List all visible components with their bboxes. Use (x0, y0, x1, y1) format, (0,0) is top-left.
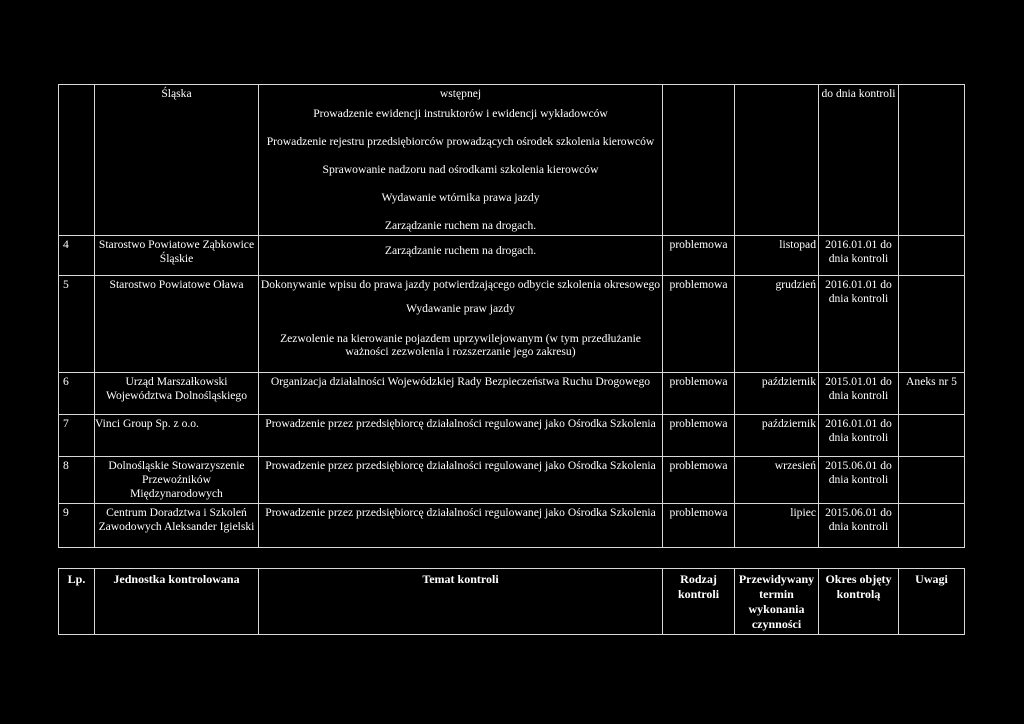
row-termin: grudzień (735, 276, 819, 373)
row-okres: 2016.01.01 do dnia kontroli (819, 276, 899, 373)
row-temat (259, 504, 663, 548)
table-row (59, 373, 965, 415)
header-uwagi: Uwagi (899, 569, 965, 635)
temat-item: Prowadzenie przez przedsiębiorcę działalności regulowanej jako Ośrodka Szkolenia (265, 417, 656, 430)
temat-item: Dokonywanie wpisu do prawa jazdy potwierdzającego odbycie szkolenia okresowego (260, 278, 661, 291)
row-temat (259, 236, 663, 276)
header-okres: Okres objęty kontrolą (819, 569, 899, 635)
row-okres: 2016.01.01 do dnia kontroli (819, 236, 899, 276)
temat-item: Zezwolenie na kierowanie pojazdem uprzywilejowanym (w tym przedłużanie ważności zezwolenia i rozszerzanie jego zakresu) (280, 332, 641, 358)
row-rodzaj: problemowa (663, 457, 735, 504)
row-uwagi (899, 236, 965, 276)
row-uwagi (899, 457, 965, 504)
row-termin: październik (735, 415, 819, 457)
row-uwagi (899, 85, 965, 236)
row-okres: 2016.01.01 do dnia kontroli (819, 415, 899, 457)
header-temat: Temat kontroli (259, 569, 663, 635)
table-header (58, 568, 965, 635)
header-row (59, 569, 965, 635)
row-lp-jednostka (59, 415, 95, 457)
row-termin: październik (735, 373, 819, 415)
row-rodzaj: problemowa (663, 236, 735, 276)
row-uwagi (899, 504, 965, 548)
table-row (59, 276, 965, 373)
temat-item: Organizacja działalności Wojewódzkiej Rady Bezpieczeństwa Ruchu Drogowego (270, 375, 651, 388)
row-okres: 2015.01.01 do dnia kontroli (819, 373, 899, 415)
row-temat (259, 85, 663, 236)
row-termin: listopad (735, 236, 819, 276)
temat-item: Zarządzanie ruchem na drogach. (384, 244, 537, 257)
temat-item: Wydawanie wtórnika prawa jazdy (381, 191, 540, 204)
row-jednostka: Vinci Group Sp. z o.o. (95, 415, 259, 457)
row-uwagi: Aneks nr 5 (899, 373, 965, 415)
row-lp: 8 (59, 457, 95, 504)
row-okres: 2015.06.01 do dnia kontroli (819, 504, 899, 548)
row-temat (259, 373, 663, 415)
row-lp (59, 85, 95, 236)
table-row (59, 85, 965, 236)
header-rodzaj: Rodzaj kontroli (663, 569, 735, 635)
temat-item: Prowadzenie ewidencji instruktorów i ewidencji wykładowców (313, 107, 608, 120)
row-jednostka: Dolnośląskie Stowarzyszenie Przewoźników Międzynarodowych (95, 457, 259, 504)
row-rodzaj: problemowa (663, 504, 735, 548)
table-row (59, 504, 965, 548)
temat-item: Wydawanie praw jazdy (406, 302, 515, 315)
temat-item: Prowadzenie rejestru przedsiębiorców prowadzących ośrodek szkolenia kierowców (266, 135, 655, 148)
row-jednostka: Starostwo Powiatowe Ząbkowice Śląskie (95, 236, 259, 276)
header-jednostka: Jednostka kontrolowana (95, 569, 259, 635)
row-rodzaj: problemowa (663, 276, 735, 373)
row-rodzaj: problemowa (663, 373, 735, 415)
row-lp: 4 (59, 236, 95, 276)
row-jednostka: Centrum Doradztwa i Szkoleń Zawodowych Aleksander Igielski (95, 504, 259, 548)
temat-item: Zarządzanie ruchem na drogach. (384, 219, 537, 232)
row-temat (259, 276, 663, 373)
row-uwagi (899, 276, 965, 373)
row-jednostka: Śląska (95, 85, 259, 236)
temat-item: Prowadzenie przez przedsiębiorcę działalności regulowanej jako Ośrodka Szkolenia (265, 459, 656, 472)
temat-item: Sprawowanie nadzoru nad ośrodkami szkolenia kierowców (322, 163, 599, 176)
table-row (59, 236, 965, 276)
temat-item: wstępnej (439, 87, 482, 100)
header-lp: Lp. (59, 569, 95, 635)
row-termin: lipiec (735, 504, 819, 548)
row-jednostka: Urząd Marszałkowski Województwa Dolnośląskiego (95, 373, 259, 415)
table-row (59, 457, 965, 504)
row-termin (735, 85, 819, 236)
row-jednostka: Starostwo Powiatowe Oława (95, 276, 259, 373)
row-rodzaj: problemowa (663, 415, 735, 457)
temat-item: Prowadzenie przez przedsiębiorcę działalności regulowanej jako Ośrodka Szkolenia (265, 506, 656, 519)
row-uwagi (899, 415, 965, 457)
row-lp: 7 (63, 417, 69, 430)
row-okres: do dnia kontroli (819, 85, 899, 236)
row-lp: 6 (59, 373, 95, 415)
row-termin: wrzesień (735, 457, 819, 504)
header-termin: Przewidywany termin wykonania czynności (735, 569, 819, 635)
row-temat (259, 415, 663, 457)
row-temat (259, 457, 663, 504)
row-lp: 9 (59, 504, 95, 548)
row-rodzaj (663, 85, 735, 236)
row-lp: 5 (59, 276, 95, 373)
inspection-table (58, 84, 965, 548)
row-okres: 2015.06.01 do dnia kontroli (819, 457, 899, 504)
table-row (59, 415, 965, 457)
